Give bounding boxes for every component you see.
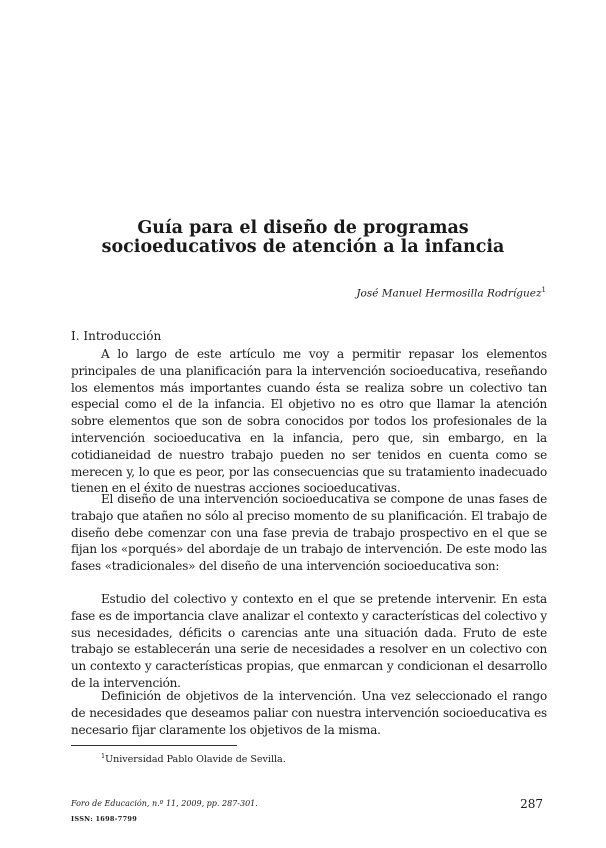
author-footnote-mark: 1 (541, 286, 546, 294)
paragraph-text: Definición de objetivos de la intervención. Una vez seleccionado el rango de necesidades que deseamos paliar con nuestra intervención socioeducativa es necesario fijar claramente los objetivos de la misma. (71, 689, 547, 737)
article-title: Guía para el diseño de programas socioeducativos de atención a la infancia (101, 218, 505, 257)
body-paragraph (71, 688, 547, 738)
body-paragraph (71, 491, 547, 575)
paragraph-text: A lo largo de este artículo me voy a permitir repasar los elementos principales de una planificación para la intervención socioeducativa, reseñando los elementos más importantes cuando ésta se realiza sobre un colectivo tan especial como el de la infancia. El objetivo no es otro que llamar la atención sobre elementos que son de sobra conocidos por todos los profesionales de la intervención socioeducativa en la infancia, pero que, sin embargo, en la cotidianeidad de nuestro trabajo pueden no ser tenidos en cuenta como se merecen y, lo que es peor, por las consecuencias que su tratamiento inadecuado tienen en el éxito de nuestras acciones socioeducativas. (71, 347, 547, 496)
section-heading: I. Introducción (71, 329, 162, 343)
paragraph-text: El diseño de una intervención socioeducativa se compone de unas fases de trabajo que atañen no sólo al preciso momento de su planificación. El trabajo de diseño debe comenzar con una fase previa de trabajo prospectivo en el que se fijan los «porqués» del abordaje de un trabajo de intervención. De este modo las fases «tradicionales» del diseño de una intervención socioeducativa son: (71, 492, 547, 574)
issn-line: ISSN: 1698-7799 (71, 815, 138, 823)
footnote-divider (71, 745, 237, 746)
paragraph-text: Estudio del colectivo y contexto en el que se pretende intervenir. En esta fase es de importancia clave analizar el contexto y características del colectivo y sus necesidades, déficits o carencias ante una situación dada. Fruto de este trabajo se establecerán una serie de necesidades a resolver en un colectivo con un contexto y características propias, que enmarcan y condicionan el desarrollo de la intervención. (71, 592, 547, 690)
author-name (356, 286, 546, 300)
body-paragraph (71, 591, 547, 692)
footnote-text: Universidad Pablo Olavide de Sevilla. (105, 754, 286, 766)
author-name-text: José Manuel Hermosilla Rodríguez (356, 287, 542, 300)
body-paragraph (71, 346, 547, 497)
journal-citation: Foro de Educación, n.º 11, 2009, pp. 287-301. (71, 799, 258, 808)
footnote-mark: 1 (101, 752, 106, 760)
page-number: 287 (520, 797, 543, 811)
footnote (101, 752, 286, 765)
